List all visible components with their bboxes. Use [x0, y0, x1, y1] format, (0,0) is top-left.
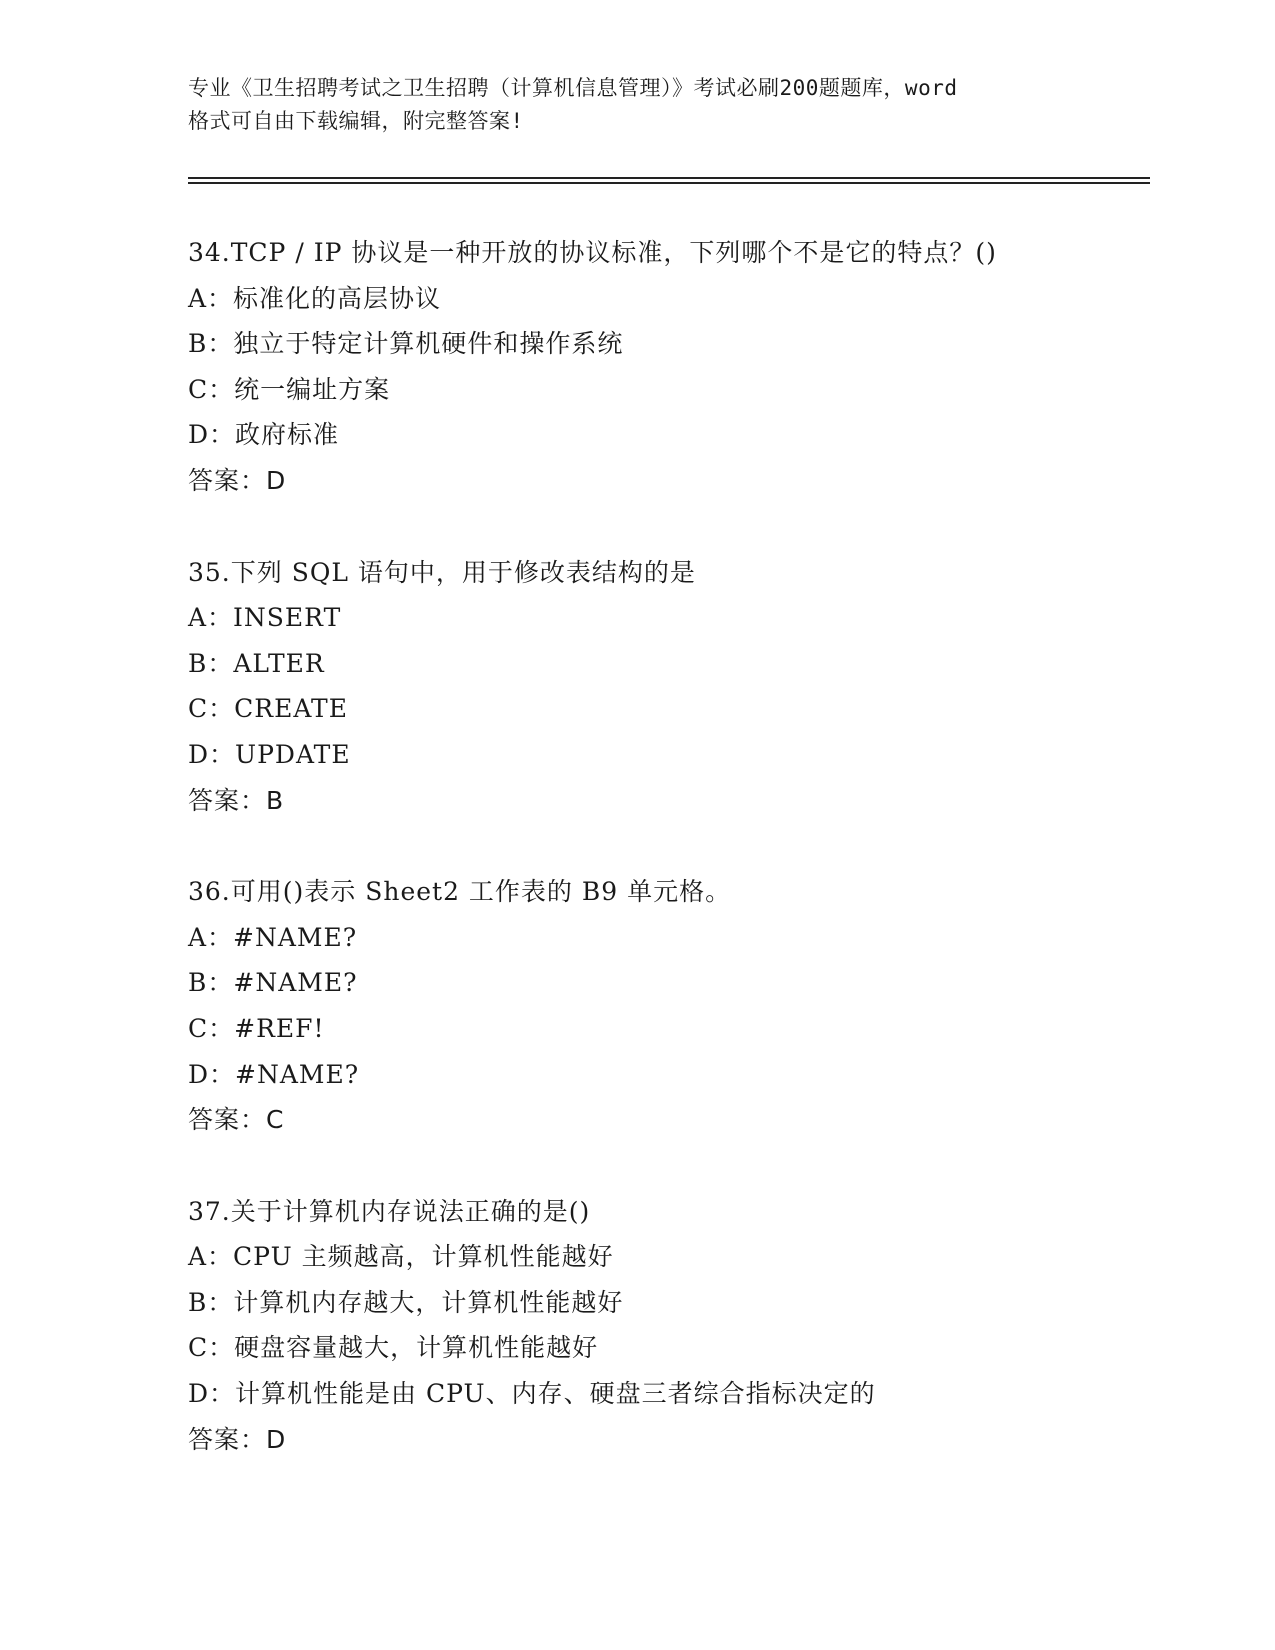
option-b: B：独立于特定计算机硬件和操作系统 [188, 329, 624, 359]
answer-text: 答案：B [188, 785, 285, 815]
question-item [188, 869, 1148, 1143]
question-item [188, 1189, 1148, 1463]
option-d: D：计算机性能是由 CPU、内存、硬盘三者综合指标决定的 [188, 1379, 876, 1409]
answer-text: 答案：D [188, 465, 287, 495]
header-line-2: 格式可自由下载编辑，附完整答案! [188, 109, 524, 133]
answer-text: 答案：D [188, 1424, 287, 1454]
option-a: A：INSERT [188, 603, 342, 633]
header-divider-bottom [188, 182, 1150, 184]
document-header [188, 72, 1088, 138]
option-c: C：统一编址方案 [188, 374, 391, 404]
option-a: A：#NAME? [188, 922, 358, 952]
header-divider-top [188, 177, 1150, 179]
option-b: B：计算机内存越大，计算机性能越好 [188, 1287, 624, 1317]
answer-text: 答案：C [188, 1105, 285, 1135]
option-c: C：#REF! [188, 1013, 325, 1043]
question-text: 35.下列 SQL 语句中，用于修改表结构的是 [188, 557, 696, 587]
option-a: A：CPU 主频越高，计算机性能越好 [188, 1242, 614, 1272]
option-d: D：政府标准 [188, 420, 340, 450]
question-item [188, 550, 1148, 824]
option-c: C：CREATE [188, 694, 348, 724]
option-b: B：ALTER [188, 648, 325, 678]
option-c: C：硬盘容量越大，计算机性能越好 [188, 1333, 599, 1363]
question-list [188, 230, 1148, 1508]
option-d: D：#NAME? [188, 1059, 360, 1089]
question-item [188, 230, 1148, 504]
option-a: A：标准化的高层协议 [188, 283, 442, 313]
header-line-1: 专业《卫生招聘考试之卫生招聘（计算机信息管理）》考试必刷200题题库，word [188, 76, 958, 100]
option-b: B：#NAME? [188, 968, 358, 998]
option-d: D：UPDATE [188, 739, 351, 769]
question-text: 34.TCP / IP 协议是一种开放的协议标准，下列哪个不是它的特点？() [188, 238, 997, 267]
question-text: 37.关于计算机内存说法正确的是() [188, 1196, 591, 1226]
question-text: 36.可用()表示 Sheet2 工作表的 B9 单元格。 [188, 877, 732, 907]
